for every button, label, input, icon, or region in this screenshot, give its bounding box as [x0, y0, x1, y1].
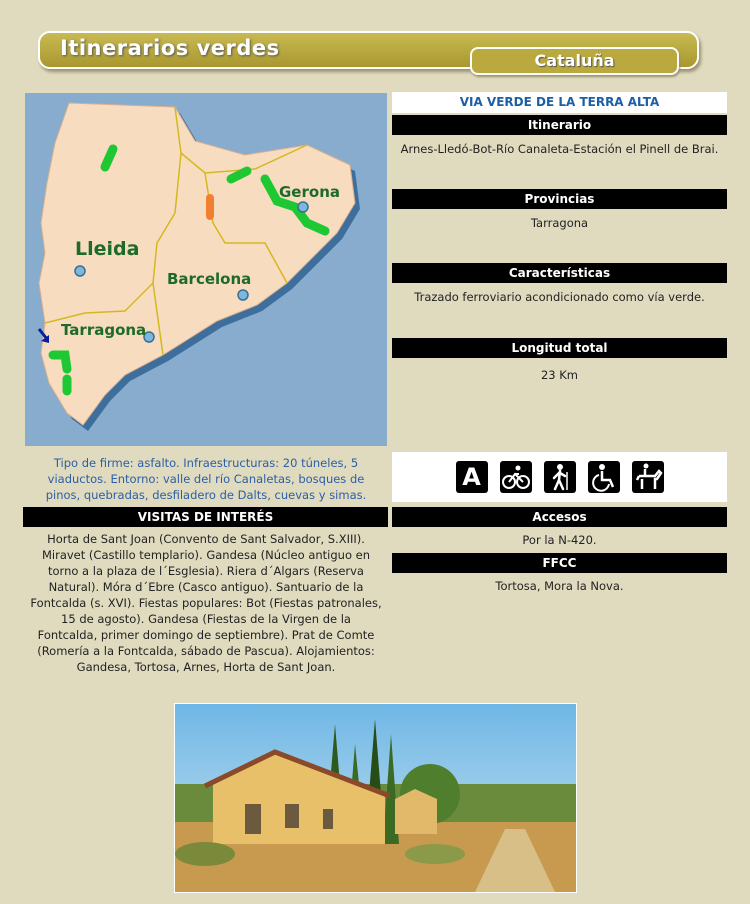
route-photo: [174, 703, 577, 893]
accesos-value: Por la N-420.: [522, 533, 597, 547]
ffcc-header: FFCC: [392, 553, 727, 573]
horse-rider-icon: [632, 461, 664, 493]
firme-description: Tipo de firme: asfalto. Infraestructuras: 20 túneles, 5 viaductos. Entorno: valle del río Canaletas, bosques de pinos, quebradas, desfiladero de Dalts, cuevas y simas.: [45, 456, 367, 502]
provincias-header: Provincias: [392, 189, 727, 209]
caracteristicas-header: Características: [392, 263, 727, 283]
map-label-gerona: Gerona: [279, 183, 340, 201]
route-title: VIA VERDE DE LA TERRA ALTA: [392, 92, 727, 113]
itinerario-value: Arnes-Lledó-Bot-Río Canaleta-Estación el Pinell de Brai.: [400, 142, 719, 156]
provincias-value: Tarragona: [530, 216, 589, 230]
longitud-value: 23 Km: [540, 368, 579, 382]
map-label-tarragona: Tarragona: [61, 321, 147, 339]
route-map: [25, 93, 387, 446]
bicycle-icon: [500, 461, 532, 493]
accessible-letter-a-icon: A: [456, 461, 488, 493]
activity-icons: [392, 452, 727, 502]
map-label-barcelona: Barcelona: [167, 270, 252, 288]
region-tab: Cataluña: [470, 47, 679, 75]
map-label-lleida: Lleida: [75, 238, 140, 260]
ffcc-value: Tortosa, Mora la Nova.: [495, 579, 624, 593]
itinerario-header: Itinerario: [392, 115, 727, 135]
hiker-icon: [544, 461, 576, 493]
caracteristicas-value: Trazado ferroviario acondicionado como vía verde.: [414, 290, 705, 304]
longitud-header: Longitud total: [392, 338, 727, 358]
visitas-header: VISITAS DE INTERÉS: [23, 507, 388, 527]
accesos-header: Accesos: [392, 507, 727, 527]
page-title: Itinerarios verdes: [60, 36, 280, 60]
wheelchair-icon: [588, 461, 620, 493]
visitas-value: Horta de Sant Joan (Convento de Sant Salvador, S.XIII). Miravet (Castillo templario). Gandesa (Núcleo antiguo en torno a la plaza de l´Esglesia). Riera d´Algars (Reserva Natural). Móra d´Ebre (Casco antiguo). Santuario de la Fontcalda (s. XVI). Fiestas populares: Bot (Fiestas patronales, 15 de agosto). Gandesa (Fiestas de la Virgen de la Fontcalda, primer domingo de septiembre). Prat de Comte (Romería a la Fontcalda, sábado de Pascua). Alojamientos: Gandesa, Tortosa, Arnes, Horta de Sant Joan.: [30, 532, 382, 674]
